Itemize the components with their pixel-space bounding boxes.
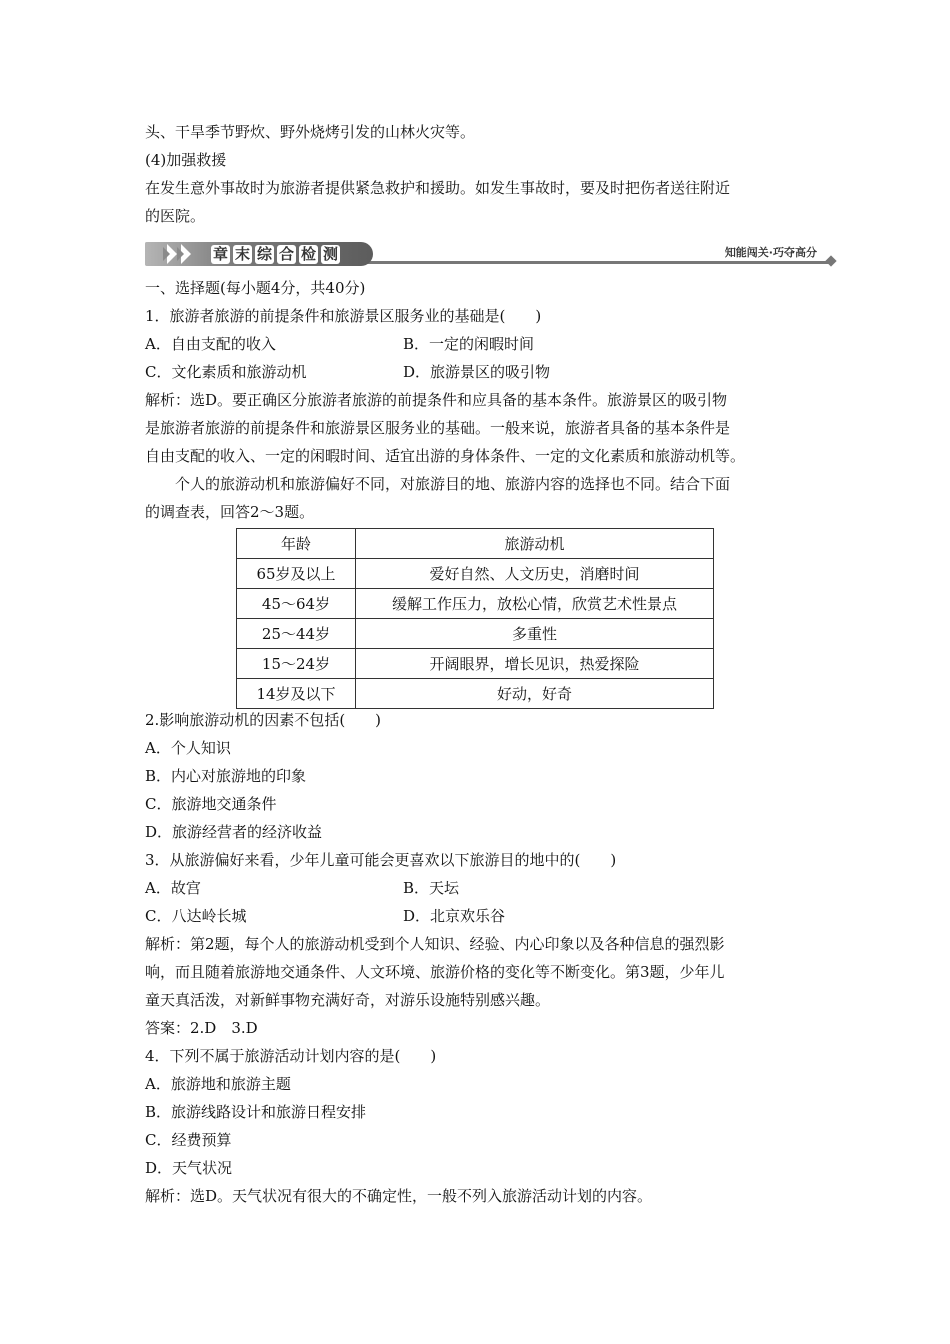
question-stem: 4．下列不属于旅游活动计划内容的是( ) <box>145 1047 437 1065</box>
question-stem: 1．旅游者旅游的前提条件和旅游景区服务业的基础是( ) <box>145 307 542 325</box>
section-heading: 一、选择题(每小题4分，共40分) <box>145 279 366 297</box>
option-a: A．旅游地和旅游主题 <box>145 1075 291 1093</box>
table-cell-motivation: 缓解工作压力，放松心情，欣赏艺术性景点 <box>356 589 714 619</box>
table-header-age: 年龄 <box>237 529 356 559</box>
option-a: A．故宫 <box>145 879 201 897</box>
option-d: D．旅游景区的吸引物 <box>403 363 551 381</box>
banner-title-char: 综 <box>256 245 272 263</box>
diamond-icon <box>825 255 836 266</box>
banner-title-char: 末 <box>234 245 250 263</box>
analysis-line: 解析：选D。要正确区分旅游者旅游的前提条件和应具备的基本条件。旅游景区的吸引物 <box>145 391 728 409</box>
table-cell-age: 25～44岁 <box>237 619 356 649</box>
context-line: 的调查表，回答2～3题。 <box>145 503 315 521</box>
table-cell-motivation: 爱好自然、人文历史，消磨时间 <box>356 559 714 589</box>
section-banner <box>145 240 835 268</box>
table-row <box>237 679 714 709</box>
analysis-line: 解析：第2题，每个人的旅游动机受到个人知识、经验、内心印象以及各种信息的强烈影 <box>145 935 725 953</box>
option-d: D．天气状况 <box>145 1159 233 1177</box>
table-row <box>237 589 714 619</box>
context-line: 个人的旅游动机和旅游偏好不同，对旅游目的地、旅游内容的选择也不同。结合下面 <box>175 475 731 493</box>
analysis-line: 自由支配的收入、一定的闲暇时间、适宜出游的身体条件、一定的文化素质和旅游动机等。 <box>145 447 746 465</box>
survey-table <box>236 528 714 709</box>
table-cell-motivation: 多重性 <box>356 619 714 649</box>
option-b: B．天坛 <box>403 879 460 897</box>
intro-heading: (4)加强救援 <box>145 151 227 169</box>
option-b: B．一定的闲暇时间 <box>403 335 535 353</box>
table-header-row <box>237 529 714 559</box>
option-a: A．个人知识 <box>145 739 231 757</box>
option-d: D．旅游经营者的经济收益 <box>145 823 323 841</box>
banner-title <box>211 244 343 264</box>
banner-subtitle: 知能闯关·巧夺高分 <box>721 246 817 260</box>
banner-title-char: 检 <box>300 245 316 263</box>
banner-rule <box>365 261 829 264</box>
table-cell-age: 45～64岁 <box>237 589 356 619</box>
analysis-line: 童天真活泼，对新鲜事物充满好奇，对游乐设施特别感兴趣。 <box>145 991 551 1009</box>
table-row <box>237 559 714 589</box>
table-cell-age: 65岁及以上 <box>237 559 356 589</box>
option-c: C．八达岭长城 <box>145 907 247 925</box>
intro-paragraph-line: 在发生意外事故时为旅游者提供紧急救护和援助。如发生事故时，要及时把伤者送往附近 <box>145 179 731 197</box>
intro-line: 头、干旱季节野炊、野外烧烤引发的山林火灾等。 <box>145 123 476 141</box>
table-cell-age: 14岁及以下 <box>237 679 356 709</box>
option-a: A．自由支配的收入 <box>145 335 276 353</box>
chevron-right-icon <box>181 244 191 264</box>
table-cell-motivation: 开阔眼界，增长见识，热爱探险 <box>356 649 714 679</box>
banner-title-char: 测 <box>322 245 338 263</box>
answer-line: 答案：2.D 3.D <box>145 1019 258 1037</box>
table-cell-age: 15～24岁 <box>237 649 356 679</box>
option-b: B．旅游线路设计和旅游日程安排 <box>145 1103 367 1121</box>
banner-title-char: 合 <box>278 245 294 263</box>
analysis-line: 响，而且随着旅游地交通条件、人文环境、旅游价格的变化等不断变化。第3题，少年儿 <box>145 963 725 981</box>
table-row <box>237 649 714 679</box>
table-cell-motivation: 好动，好奇 <box>356 679 714 709</box>
option-d: D．北京欢乐谷 <box>403 907 506 925</box>
table-header-motivation: 旅游动机 <box>356 529 714 559</box>
option-b: B．内心对旅游地的印象 <box>145 767 307 785</box>
analysis-line: 是旅游者旅游的前提条件和旅游景区服务业的基础。一般来说，旅游者具备的基本条件是 <box>145 419 731 437</box>
table-row <box>237 619 714 649</box>
banner-title-char: 章 <box>212 245 228 263</box>
option-c: C．旅游地交通条件 <box>145 795 277 813</box>
question-stem: 2.影响旅游动机的因素不包括( ) <box>145 711 382 729</box>
chevron-right-icon <box>167 244 177 264</box>
intro-paragraph-line: 的医院。 <box>145 207 206 225</box>
question-stem: 3．从旅游偏好来看，少年儿童可能会更喜欢以下旅游目的地中的( ) <box>145 851 617 869</box>
option-c: C．文化素质和旅游动机 <box>145 363 307 381</box>
analysis-line: 解析：选D。天气状况有很大的不确定性，一般不列入旅游活动计划的内容。 <box>145 1187 653 1205</box>
option-c: C．经费预算 <box>145 1131 232 1149</box>
